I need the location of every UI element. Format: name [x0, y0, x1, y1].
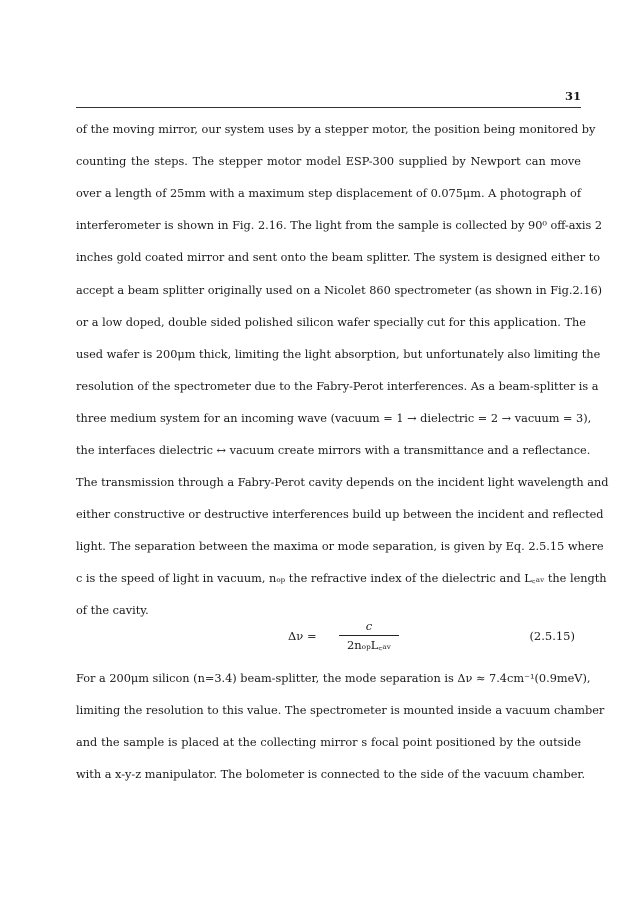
- text-line: c is the speed of light in vacuum, nₒₚ the refractive index of the dielectric and L꜀ₐᵥ the length: [76, 572, 607, 585]
- header-rule: [76, 107, 581, 108]
- text-line: For a 200μm silicon (n=3.4) beam-splitter, the mode separation is Δν ≈ 7.4cm⁻¹(0.9meV),: [76, 672, 591, 685]
- text-line: counting the steps. The stepper motor model ESP-300 supplied by Newport can move: [76, 155, 581, 168]
- text-line: used wafer is 200μm thick, limiting the light absorption, but unfortunately also limiting the: [76, 348, 601, 361]
- text-line: The transmission through a Fabry-Perot cavity depends on the incident light wavelength and: [76, 476, 609, 489]
- text-line: resolution of the spectrometer due to the Fabry-Perot interferences. As a beam-splitter is a: [76, 380, 599, 393]
- equation-denominator: 2nₒₚL꜀ₐᵥ: [346, 638, 392, 652]
- equation-fraction: [339, 618, 399, 653]
- text-line: three medium system for an incoming wave (vacuum = 1 → dielectric = 2 → vacuum = 3),: [76, 412, 592, 425]
- page-number: 31: [564, 89, 581, 103]
- text-line: limiting the resolution to this value. The spectrometer is mounted inside a vacuum chamber: [76, 704, 605, 717]
- equation-numerator: c: [365, 619, 373, 633]
- text-line: or a low doped, double sided polished silicon wafer specially cut for this application. The: [76, 316, 586, 329]
- text-line: over a length of 25mm with a maximum step displacement of 0.075μm. A photograph of: [76, 187, 581, 200]
- text-line: the interfaces dielectric ↔ vacuum create mirrors with a transmittance and a reflectance.: [76, 444, 591, 457]
- text-line: light. The separation between the maxima or mode separation, is given by Eq. 2.5.15 where: [76, 540, 604, 553]
- equation-lhs: Δν =: [288, 629, 317, 643]
- fraction-bar: [339, 635, 399, 636]
- text-line: inches gold coated mirror and sent onto the beam splitter. The system is designed either to: [76, 251, 601, 264]
- text-line: and the sample is placed at the collecting mirror s focal point positioned by the outside: [76, 736, 581, 749]
- text-line: accept a beam splitter originally used on a Nicolet 860 spectrometer (as shown in Fig.2.16): [76, 284, 603, 297]
- text-line: interferometer is shown in Fig. 2.16. The light from the sample is collected by 90⁰ off-axis 2: [76, 219, 603, 232]
- text-line: of the moving mirror, our system uses by a stepper motor, the position being monitored by: [76, 123, 596, 136]
- text-line: of the cavity.: [76, 604, 149, 617]
- equation-2-5-15: [76, 618, 581, 654]
- text-line: either constructive or destructive interferences build up between the incident and reflected: [76, 508, 604, 521]
- equation-label: (2.5.15): [529, 629, 575, 643]
- text-line: with a x-y-z manipulator. The bolometer is connected to the side of the vacuum chamber.: [76, 768, 586, 781]
